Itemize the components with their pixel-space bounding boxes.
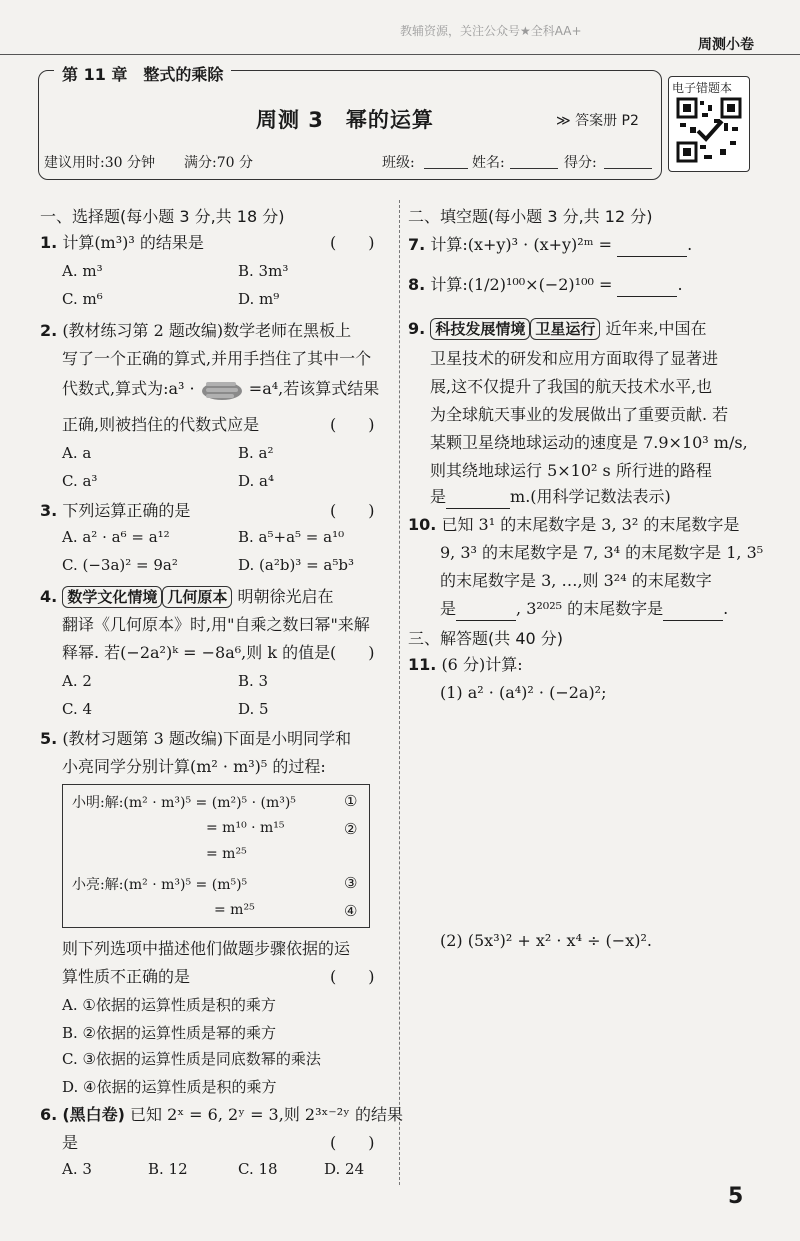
option-c[interactable]: C. (−3a)² = 9a² <box>62 556 178 574</box>
option-b[interactable]: B. a⁵+a⁵ = a¹⁰ <box>238 528 345 546</box>
answer-area-2[interactable] <box>430 960 770 1180</box>
question-text: 释幂. 若(−2a²)ᵏ = −8a⁶,则 k 的值是 <box>62 643 331 662</box>
sub-question-1: (1) a² · (a⁴)² · (−2a)²; <box>440 683 607 702</box>
step-marker: ④ <box>344 902 358 920</box>
top-rule <box>0 54 800 55</box>
answer-paren[interactable]: ( ) <box>330 643 375 662</box>
question-text: 是 <box>430 487 447 506</box>
question-text: 计算(m³)³ 的结果是 <box>62 233 204 252</box>
question-text: , 3²⁰²⁵ 的末尾数字是 <box>516 599 664 618</box>
question-number: 11. <box>408 655 437 674</box>
question-5 <box>40 728 351 750</box>
option-d[interactable]: D. (a²b)³ = a⁵b³ <box>238 556 354 574</box>
option-a[interactable]: A. m³ <box>62 262 103 280</box>
answer-blank[interactable] <box>446 486 510 509</box>
step-marker: ② <box>344 820 358 838</box>
question-number: 4. <box>40 587 58 606</box>
question-text: =a⁴,若该算式结果 <box>248 379 380 398</box>
option-a[interactable]: A. a² · a⁶ = a¹² <box>62 528 170 546</box>
question-number: 5. <box>40 729 58 748</box>
class-label: 班级: <box>382 155 415 171</box>
question-9-line-7 <box>430 486 671 509</box>
answer-paren[interactable]: ( ) <box>330 1133 375 1152</box>
answer-blank[interactable] <box>617 274 677 297</box>
context-tag: 卫星运行 <box>530 318 600 340</box>
qr-code-icon[interactable] <box>676 97 742 163</box>
question-7 <box>408 234 692 257</box>
answer-paren[interactable]: ( ) <box>330 415 375 434</box>
hand-icon <box>200 379 244 401</box>
score-field[interactable] <box>604 168 652 169</box>
option-a[interactable]: A. a <box>62 444 92 462</box>
question-text: 写了一个正确的算式,并用手挡住了其中一个 <box>62 349 372 368</box>
suggested-time: 建议用时:30 分钟 <box>44 155 155 171</box>
option-a[interactable]: A. 2 <box>62 672 92 690</box>
answer-reference[interactable]: ≫ 答案册 P2 <box>556 113 639 129</box>
option-c[interactable]: C. a³ <box>62 472 98 490</box>
question-number: 6. <box>40 1105 58 1124</box>
option-c[interactable]: C. 18 <box>238 1160 278 1178</box>
question-number: 3. <box>40 501 58 520</box>
question-text: m.(用科学记数法表示) <box>510 487 671 506</box>
question-text: 代数式,算式为:a³ · <box>62 379 195 398</box>
context-tag: 几何原本 <box>162 586 232 608</box>
answer-blank[interactable] <box>663 598 723 621</box>
section-multiple-choice-title: 一、选择题(每小题 3 分,共 18 分) <box>40 207 285 226</box>
question-number: 1. <box>40 233 58 252</box>
column-divider <box>399 200 400 1185</box>
top-right-label: 周测小卷 <box>698 37 754 53</box>
class-field[interactable] <box>424 168 468 169</box>
question-10 <box>408 514 739 536</box>
question-text: 算性质不正确的是 <box>62 967 191 986</box>
chapter-title: 第 11 章 整式的乘除 <box>54 62 231 85</box>
name-label: 姓名: <box>472 155 505 171</box>
option-b[interactable]: B. ②依据的运算性质是幂的乘方 <box>62 1024 277 1042</box>
question-number: 9. <box>408 319 426 338</box>
question-2 <box>40 320 351 342</box>
question-text: 已知 2ˣ = 6, 2ʸ = 3,则 2³ˣ⁻²ʸ 的结果 <box>130 1105 404 1124</box>
option-c[interactable]: C. ③依据的运算性质是同底数幂的乘法 <box>62 1050 321 1068</box>
solution-line: 小亮:解:(m² · m³)⁵ = (m⁵)⁵ <box>72 877 248 893</box>
source-tag: (黑白卷) <box>62 1105 125 1124</box>
question-number: 2. <box>40 321 58 340</box>
solution-line: = m²⁵ <box>214 902 255 918</box>
question-text: 则下列选项中描述他们做题步骤依据的运 <box>62 939 351 958</box>
question-text: 翻译《几何原本》时,用"自乘之数曰幂"来解 <box>62 615 370 634</box>
question-8 <box>408 274 683 297</box>
solution-line: 小明:解:(m² · m³)⁵ = (m²)⁵ · (m³)⁵ <box>72 795 296 811</box>
question-number: 10. <box>408 515 437 534</box>
option-b[interactable]: B. 3 <box>238 672 269 690</box>
question-text: 则其绕地球运行 5×10² s 所行进的路程 <box>430 461 712 480</box>
question-text: 为全球航天事业的发展做出了重要贡献. 若 <box>430 405 729 424</box>
question-text: 计算:(x+y)³ · (x+y)²ᵐ = <box>430 235 618 254</box>
option-d[interactable]: D. a⁴ <box>238 472 274 490</box>
question-10-line-4 <box>440 598 728 621</box>
score-label: 得分: <box>564 155 597 171</box>
question-number: 8. <box>408 275 426 294</box>
sub-question-2: (2) (5x³)² + x² · x⁴ ÷ (−x)². <box>440 931 652 950</box>
question-text: 小亮同学分别计算(m² · m³)⁵ 的过程: <box>62 757 326 776</box>
option-d[interactable]: D. 5 <box>238 700 269 718</box>
question-text: 展,这不仅提升了我国的航天技术水平,也 <box>430 377 713 396</box>
question-text: 某颗卫星绕地球运动的速度是 7.9×10³ m/s, <box>430 433 748 452</box>
question-9 <box>408 318 707 340</box>
question-text: 卫星技术的研发和应用方面取得了显著进 <box>430 349 719 368</box>
question-2-line-3 <box>62 378 379 401</box>
page-number: 5 <box>728 1184 744 1209</box>
context-tag: 数学文化情境 <box>62 586 162 608</box>
option-d[interactable]: D. 24 <box>324 1160 365 1178</box>
question-text: (教材练习第 2 题改编)数学老师在黑板上 <box>62 321 352 340</box>
step-marker: ③ <box>344 874 358 892</box>
step-marker: ① <box>344 792 358 810</box>
option-a[interactable]: A. ①依据的运算性质是积的乘方 <box>62 996 276 1014</box>
option-b[interactable]: B. a² <box>238 444 274 462</box>
question-text: 明朝徐光启在 <box>237 587 334 606</box>
option-c[interactable]: C. m⁶ <box>62 290 103 308</box>
option-c[interactable]: C. 4 <box>62 700 93 718</box>
solution-line: = m²⁵ <box>206 846 247 862</box>
option-d[interactable]: D. m⁹ <box>238 290 280 308</box>
question-text: . <box>687 235 693 254</box>
question-text: (6 分)计算: <box>441 655 523 674</box>
question-text: . <box>677 275 683 294</box>
option-a[interactable]: A. 3 <box>62 1160 92 1178</box>
question-text: . <box>723 599 729 618</box>
answer-blank[interactable] <box>617 234 687 257</box>
full-score: 满分:70 分 <box>184 155 253 171</box>
question-text: 已知 3¹ 的末尾数字是 3, 3² 的末尾数字是 <box>441 515 740 534</box>
qr-label: 电子错题本 <box>672 81 733 95</box>
question-text: 计算:(1/2)¹⁰⁰×(−2)¹⁰⁰ = <box>430 275 618 294</box>
question-text: (教材习题第 3 题改编)下面是小明同学和 <box>62 729 352 748</box>
answer-paren[interactable]: ( ) <box>330 233 375 252</box>
source-tag-label: 黑白卷 <box>69 1105 118 1124</box>
question-text: 9, 3³ 的末尾数字是 7, 3⁴ 的末尾数字是 1, 3⁵ <box>440 543 764 562</box>
option-d[interactable]: D. ④依据的运算性质是积的乘方 <box>62 1078 277 1096</box>
context-tag: 科技发展情境 <box>430 318 530 340</box>
question-text: 近年来,中国在 <box>605 319 707 338</box>
question-text: 是 <box>440 599 457 618</box>
question-text: 下列运算正确的是 <box>62 501 191 520</box>
section-solution-title: 三、解答题(共 40 分) <box>408 629 564 648</box>
page-title: 周测 3 幂的运算 <box>256 108 434 132</box>
question-1 <box>40 232 204 254</box>
question-3 <box>40 500 190 522</box>
solution-line: = m¹⁰ · m¹⁵ <box>206 820 285 836</box>
question-number: 7. <box>408 235 426 254</box>
question-text: 正确,则被挡住的代数式应是 <box>62 415 260 434</box>
question-text: 是 <box>62 1133 79 1152</box>
top-watermark: 教辅资源，关注公众号★全科AA+ <box>400 24 582 38</box>
option-b[interactable]: B. 12 <box>148 1160 188 1178</box>
question-4 <box>40 586 333 608</box>
question-6 <box>40 1104 403 1126</box>
name-field[interactable] <box>510 168 558 169</box>
option-b[interactable]: B. 3m³ <box>238 262 289 280</box>
answer-paren[interactable]: ( ) <box>330 967 375 986</box>
answer-blank[interactable] <box>456 598 516 621</box>
answer-paren[interactable]: ( ) <box>330 501 375 520</box>
answer-area-1[interactable] <box>430 710 770 920</box>
question-text: 的末尾数字是 3, …,则 3²⁴ 的末尾数字 <box>440 571 712 590</box>
question-11 <box>408 654 523 676</box>
section-fill-blank-title: 二、填空题(每小题 3 分,共 12 分) <box>408 207 653 226</box>
